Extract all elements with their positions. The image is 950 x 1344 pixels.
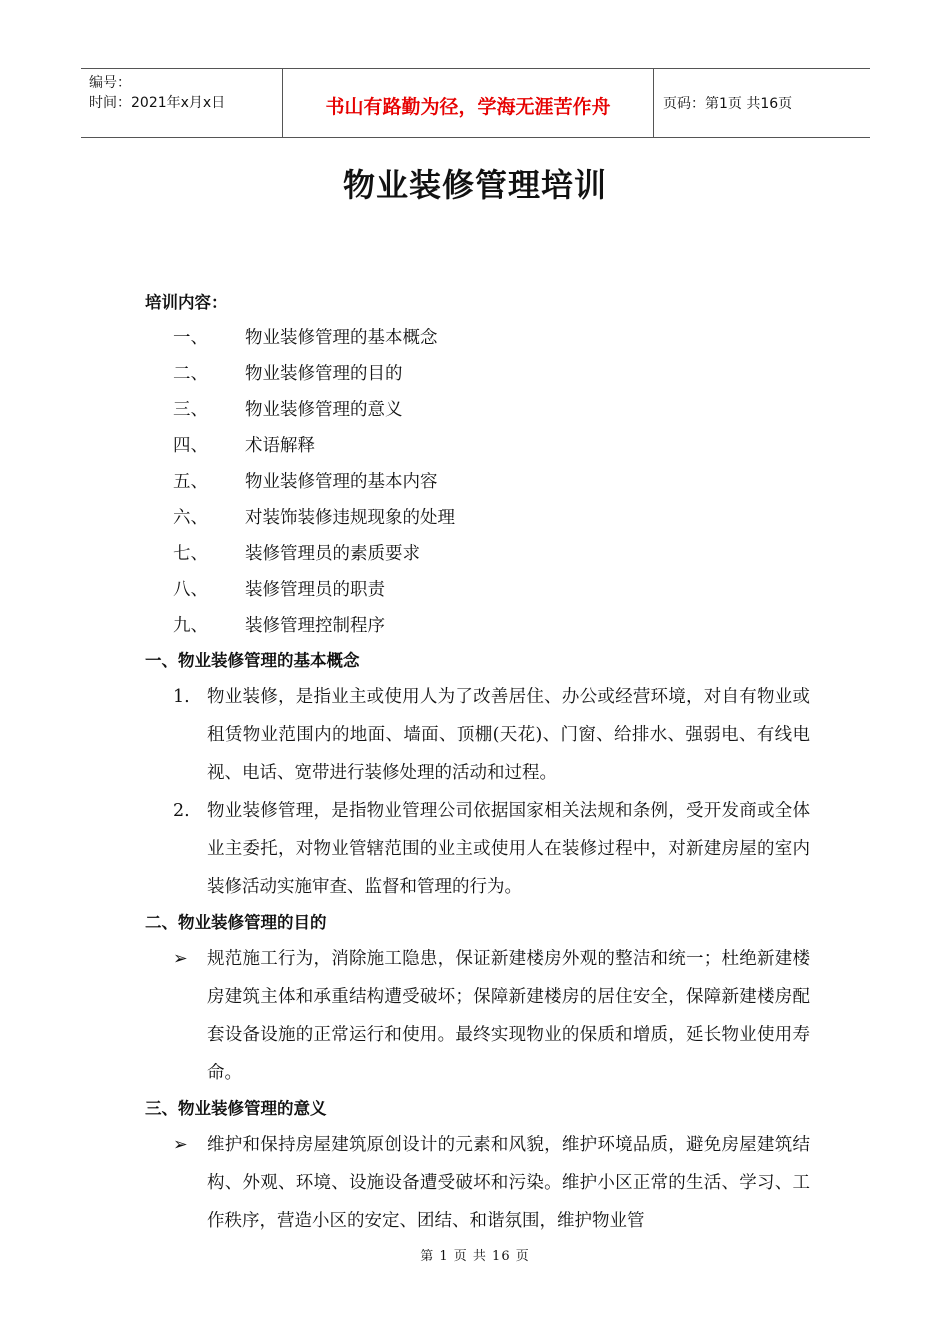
document-title: 物业装修管理培训 [342, 166, 607, 204]
toc-item-number: 九、 [173, 616, 208, 636]
section-heading: 二、物业装修管理的目的 [145, 913, 327, 932]
toc-item [145, 392, 810, 428]
toc-heading: 培训内容： [145, 293, 228, 312]
header-meta-cell [81, 69, 282, 137]
toc-item [145, 464, 810, 500]
toc-item-number: 八、 [173, 580, 208, 600]
toc-list [145, 320, 810, 644]
toc-item-number: 五、 [173, 472, 208, 492]
header-motto: 书山有路勤为径，学海无涯苦作舟 [282, 69, 654, 137]
numbered-paragraph [145, 792, 810, 906]
toc-item [145, 536, 810, 572]
code-label: 编号： [89, 75, 131, 91]
toc-item-text: 物业装修管理的基本内容 [245, 472, 438, 492]
section-heading: 三、物业装修管理的意义 [145, 1099, 327, 1118]
list-marker: 1. [173, 687, 190, 707]
toc-item-text: 装修管理员的职责 [245, 580, 385, 600]
toc-item [145, 356, 810, 392]
numbered-paragraph [145, 678, 810, 792]
section-heading: 一、物业装修管理的基本概念 [145, 651, 360, 670]
bullet-paragraph [145, 1126, 810, 1240]
header-table [81, 68, 870, 138]
toc-item-number: 三、 [173, 400, 208, 420]
arrow-bullet-icon: ➢ [173, 949, 188, 969]
toc-item-text: 物业装修管理的目的 [245, 364, 403, 384]
time-label: 时间：2021年x月x日 [89, 95, 226, 111]
document-body [145, 286, 810, 1240]
arrow-bullet-icon: ➢ [173, 1135, 188, 1155]
bullet-paragraph [145, 940, 810, 1092]
paragraph-text: 维护和保持房屋建筑原创设计的元素和风貌，维护环境品质，避免房屋建筑结构、外观、环境、设施设备遭受破坏和污染。维护小区正常的生活、学习、工作秩序，营造小区的安定、团结、和谐氛围，维护物业管 [207, 1135, 810, 1231]
toc-item-number: 一、 [173, 328, 208, 348]
toc-item-text: 对装饰装修违规现象的处理 [245, 508, 455, 528]
list-marker: 2. [173, 801, 190, 821]
toc-item [145, 608, 810, 644]
toc-item-text: 装修管理员的素质要求 [245, 544, 420, 564]
toc-item [145, 500, 810, 536]
toc-item-number: 六、 [173, 508, 208, 528]
page-footer: 第 1 页 共 16 页 [420, 1249, 530, 1264]
toc-item-text: 物业装修管理的基本概念 [245, 328, 438, 348]
toc-item-text: 物业装修管理的意义 [245, 400, 403, 420]
paragraph-text: 物业装修管理，是指物业管理公司依据国家相关法规和条例，受开发商或全体业主委托，对物业管辖范围的业主或使用人在装修过程中，对新建房屋的室内装修活动实施审查、监督和管理的行为。 [207, 801, 810, 897]
toc-item-text: 术语解释 [245, 436, 315, 456]
toc-item-number: 七、 [173, 544, 208, 564]
toc-item [145, 428, 810, 464]
toc-item-number: 四、 [173, 436, 208, 456]
paragraph-text: 物业装修，是指业主或使用人为了改善居住、办公或经营环境，对自有物业或租赁物业范围内的地面、墙面、顶棚(天花)、门窗、给排水、强弱电、有线电视、电话、宽带进行装修处理的活动和过程。 [207, 687, 810, 783]
toc-item [145, 320, 810, 356]
toc-item-number: 二、 [173, 364, 208, 384]
paragraph-text: 规范施工行为，消除施工隐患，保证新建楼房外观的整洁和统一；杜绝新建楼房建筑主体和承重结构遭受破坏；保障新建楼房的居住安全，保障新建楼房配套设备设施的正常运行和使用。最终实现物业的保质和增质，延长物业使用寿命。 [207, 949, 810, 1083]
header-page-info: 页码：第1页 共16页 [663, 96, 793, 112]
toc-item-text: 装修管理控制程序 [245, 616, 385, 636]
toc-item [145, 572, 810, 608]
